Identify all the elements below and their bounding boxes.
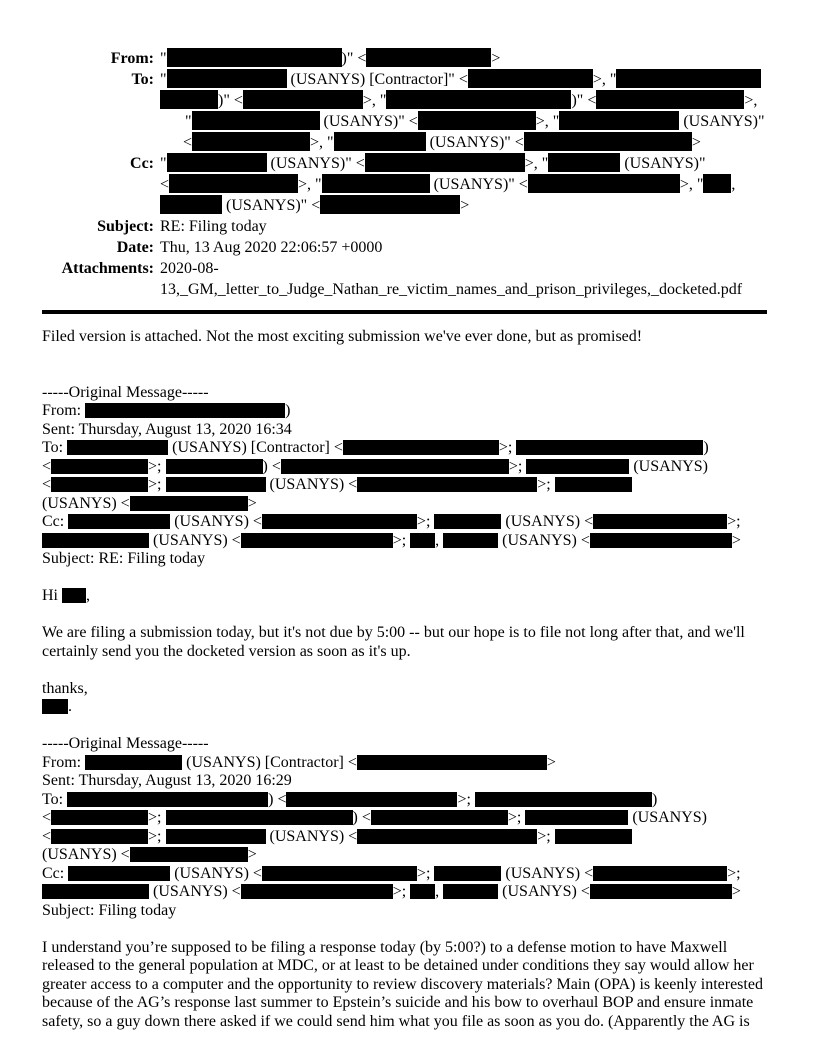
text-segment: >, " xyxy=(310,134,334,151)
header-value-line xyxy=(160,69,786,90)
redaction-bar xyxy=(243,90,363,109)
original-message-1-line xyxy=(42,384,786,403)
redaction-bar xyxy=(262,866,417,881)
redaction-bar xyxy=(166,829,266,844)
header-field-label-to: To: xyxy=(131,71,154,88)
text-segment: >, " xyxy=(592,71,617,88)
text-segment: >; xyxy=(507,809,526,826)
header-field-label-cc: Cc: xyxy=(130,155,154,172)
text-segment: >, " xyxy=(298,176,322,193)
text-segment: < xyxy=(42,476,52,493)
text-segment: ) < xyxy=(268,790,287,808)
reply-note xyxy=(42,328,786,347)
text-segment: Subject: RE: Filing today xyxy=(42,550,206,567)
redaction-bar xyxy=(434,514,501,529)
redaction-bar xyxy=(366,48,491,67)
text-segment: " xyxy=(185,113,192,130)
redaction-bar xyxy=(62,588,86,603)
header-value-line xyxy=(160,153,786,174)
signoff-line xyxy=(42,680,786,699)
redaction-bar xyxy=(85,755,182,770)
original-message-2-line xyxy=(42,754,786,773)
header-field-label-from: From: xyxy=(110,50,154,67)
redaction-bar xyxy=(241,884,393,899)
text-segment: (USANYS)" xyxy=(620,155,706,172)
text-segment: > xyxy=(491,50,501,67)
redaction-bar xyxy=(166,810,353,825)
redaction-bar xyxy=(593,866,727,881)
text-segment: )" < xyxy=(341,50,367,67)
header-value-line xyxy=(160,111,786,132)
text-segment: To: xyxy=(42,790,68,808)
original-message-1-line xyxy=(42,532,786,551)
redaction-bar xyxy=(167,153,267,172)
header-divider xyxy=(42,310,767,314)
header-field-from xyxy=(42,48,786,69)
text-segment: >; xyxy=(727,513,741,530)
text-segment: >; xyxy=(727,864,741,882)
text-segment: >; xyxy=(148,476,166,493)
original-message-1-line xyxy=(42,458,786,477)
text-segment: >; xyxy=(392,531,411,549)
inquiry-paragraph xyxy=(42,939,786,1032)
text-segment: >; xyxy=(148,827,166,845)
redaction-bar xyxy=(322,174,430,193)
redaction-bar xyxy=(286,792,457,807)
redaction-bar xyxy=(443,533,498,548)
redaction-bar xyxy=(281,459,509,474)
redaction-bar xyxy=(616,69,761,88)
redaction-bar xyxy=(167,69,287,88)
header-value-line xyxy=(160,90,786,111)
text-segment: We are filing a submission today, but it's not due by 5:00 -- but our hope is to file not long after that, and we'll xyxy=(42,624,745,641)
header-field-label-date: Date: xyxy=(116,239,154,256)
email-header xyxy=(42,48,786,300)
redaction-bar xyxy=(371,810,508,825)
text-segment: (USANYS)" < xyxy=(429,176,528,193)
redaction-bar xyxy=(192,111,320,130)
redaction-bar xyxy=(410,884,435,899)
text-segment: ) xyxy=(285,402,291,419)
text-segment: >; xyxy=(498,439,517,456)
text-segment: )" < xyxy=(218,92,243,109)
text-segment: because of the AG’s response last summer to Epstein’s suicide and his bow to overhaul BOP and ensure inmate xyxy=(42,994,754,1011)
text-segment: Cc: xyxy=(42,513,69,530)
text-segment: ) < xyxy=(352,809,371,826)
text-segment: >, " xyxy=(524,155,549,172)
original-message-1 xyxy=(42,384,786,569)
redaction-bar xyxy=(130,496,248,511)
text-segment: released to the general population at MDC, or at least to be detained under conditions they say would allow her xyxy=(42,957,754,974)
redaction-bar xyxy=(410,533,435,548)
original-message-2-line xyxy=(42,846,786,865)
blank-line xyxy=(42,569,786,588)
original-message-2-line xyxy=(42,902,786,921)
redaction-bar xyxy=(85,403,285,418)
text-segment: (USANYS)" < xyxy=(222,197,321,214)
inquiry-paragraph-line xyxy=(42,994,786,1013)
text-segment: > xyxy=(731,883,741,900)
redaction-bar xyxy=(130,847,248,862)
text-segment: " xyxy=(160,71,167,88)
original-message-1-line xyxy=(42,439,786,458)
text-segment: < xyxy=(42,827,52,845)
text-segment: thanks, xyxy=(42,679,88,697)
header-field-value-to xyxy=(160,69,786,153)
blank-line xyxy=(42,920,786,939)
original-message-1-line xyxy=(42,513,786,532)
redaction-bar xyxy=(320,195,460,214)
redaction-bar xyxy=(160,90,218,109)
redaction-bar xyxy=(555,829,632,844)
redaction-bar xyxy=(555,477,632,492)
inquiry-paragraph-line xyxy=(42,939,786,958)
redaction-bar xyxy=(166,459,263,474)
text-segment: Hi xyxy=(42,587,62,604)
original-message-2 xyxy=(42,735,786,920)
text-segment: I understand you’re supposed to be filing a response today (by 5:00?) to a defense motion to have Maxwell xyxy=(42,938,728,956)
original-message-2-line xyxy=(42,772,786,791)
text-segment: >; xyxy=(416,864,435,882)
text-segment: , xyxy=(435,531,444,549)
text-segment: RE: Filing today xyxy=(160,218,267,235)
text-segment: >; xyxy=(537,476,555,493)
text-segment: (USANYS) [Contractor] < xyxy=(182,753,357,771)
redaction-bar xyxy=(68,866,170,881)
redaction-bar xyxy=(365,153,525,172)
original-message-1-line xyxy=(42,421,786,440)
text-segment: (USANYS) < xyxy=(149,531,241,549)
text-segment: (USANYS) < xyxy=(42,494,130,512)
original-message-2-line xyxy=(42,828,786,847)
redaction-bar xyxy=(590,884,732,899)
text-segment: (USANYS) [Contractor]" < xyxy=(286,71,468,88)
text-segment: (USANYS) < xyxy=(170,864,262,882)
text-segment: (USANYS) < xyxy=(501,513,594,530)
header-value-line xyxy=(160,258,786,279)
redaction-bar xyxy=(516,440,703,455)
redaction-bar xyxy=(334,132,426,151)
text-segment: Sent: Thursday, August 13, 2020 16:29 xyxy=(42,772,292,789)
signoff xyxy=(42,680,786,717)
text-segment: < xyxy=(183,134,193,151)
text-segment: (USANYS) < xyxy=(149,883,241,900)
text-segment: >; xyxy=(537,827,555,845)
text-segment: -----Original Message----- xyxy=(42,735,209,752)
greeting xyxy=(42,587,786,606)
text-segment: (USANYS) < xyxy=(265,827,358,845)
blank-line xyxy=(42,606,786,625)
text-segment: >, " xyxy=(679,176,704,193)
header-value-line xyxy=(160,174,786,195)
header-field-value-subject xyxy=(160,216,786,237)
original-message-2-line xyxy=(42,883,786,902)
blank-line xyxy=(42,347,786,366)
text-segment: >; xyxy=(457,790,475,808)
redaction-bar xyxy=(192,132,310,151)
header-value-line xyxy=(160,48,786,69)
text-segment: ) < xyxy=(262,457,281,475)
redaction-bar xyxy=(524,132,692,151)
redaction-bar xyxy=(357,829,537,844)
original-message-2-line xyxy=(42,791,786,810)
header-field-attachments xyxy=(42,258,786,300)
redaction-bar xyxy=(703,174,731,193)
redaction-bar xyxy=(51,829,148,844)
text-segment: >, " xyxy=(362,92,387,109)
text-segment: Subject: Filing today xyxy=(42,901,177,919)
text-segment: -----Original Message----- xyxy=(42,383,209,401)
redaction-bar xyxy=(418,111,536,130)
redaction-bar xyxy=(357,477,537,492)
redaction-bar xyxy=(241,533,393,548)
redaction-bar xyxy=(357,755,547,770)
text-segment: Sent: Thursday, August 13, 2020 16:34 xyxy=(42,420,292,438)
blank-line xyxy=(42,365,786,384)
text-segment: (USANYS)" < xyxy=(266,155,365,172)
redaction-bar xyxy=(262,514,417,529)
text-segment: (USANYS) xyxy=(629,457,708,475)
text-segment: " xyxy=(160,155,167,172)
header-field-value-from xyxy=(160,48,786,69)
signoff-line xyxy=(42,698,786,717)
text-segment: > xyxy=(247,494,257,512)
redaction-bar xyxy=(593,514,727,529)
header-field-to xyxy=(42,69,786,153)
redaction-bar xyxy=(67,792,268,807)
text-segment: From: xyxy=(42,402,86,419)
text-segment: Thu, 13 Aug 2020 22:06:57 +0000 xyxy=(160,239,383,256)
redaction-bar xyxy=(42,699,68,714)
redaction-bar xyxy=(468,69,593,88)
text-segment: (USANYS)" < xyxy=(425,134,524,151)
original-message-2-line xyxy=(42,809,786,828)
redaction-bar xyxy=(167,48,342,67)
redaction-bar xyxy=(596,90,744,109)
redaction-bar xyxy=(169,174,298,193)
text-segment: " xyxy=(160,50,167,67)
redaction-bar xyxy=(526,459,629,474)
text-segment: 2020-08- xyxy=(160,260,219,277)
email-body xyxy=(42,328,786,1031)
text-segment: < xyxy=(42,809,52,826)
blank-line xyxy=(42,661,786,680)
redaction-bar xyxy=(42,533,149,548)
original-message-2-line xyxy=(42,735,786,754)
text-segment: (USANYS) < xyxy=(501,864,594,882)
blank-line xyxy=(42,717,786,736)
text-segment: (USANYS)" xyxy=(679,113,765,130)
text-segment: (USANYS) < xyxy=(170,513,262,530)
text-segment: >, xyxy=(744,92,758,109)
header-value-line xyxy=(160,216,786,237)
header-value-line xyxy=(160,195,786,216)
reply-paragraph xyxy=(42,624,786,661)
text-segment: Cc: xyxy=(42,864,69,882)
redaction-bar xyxy=(528,174,680,193)
header-value-line xyxy=(160,279,786,300)
header-value-line xyxy=(160,237,786,258)
original-message-2-line xyxy=(42,865,786,884)
text-segment: (USANYS) [Contractor] < xyxy=(168,439,343,456)
text-segment: To: xyxy=(42,439,68,456)
text-segment: )" < xyxy=(571,92,597,109)
inquiry-paragraph-line xyxy=(42,1013,786,1032)
redaction-bar xyxy=(51,459,148,474)
text-segment: (USANYS) < xyxy=(42,846,130,863)
text-segment: (USANYS) < xyxy=(498,883,590,900)
header-field-value-date xyxy=(160,237,786,258)
text-segment: > xyxy=(546,753,556,771)
header-field-value-cc xyxy=(160,153,786,216)
text-segment: Filed version is attached. Not the most exciting submission we've ever done, but as promised! xyxy=(42,328,643,345)
text-segment: , xyxy=(435,883,444,900)
text-segment: >; xyxy=(392,883,411,900)
text-segment: >, " xyxy=(535,113,560,130)
header-value-line xyxy=(160,132,786,153)
text-segment: , xyxy=(731,176,736,193)
redaction-bar xyxy=(67,440,168,455)
text-segment: (USANYS) < xyxy=(265,476,358,493)
text-segment: > xyxy=(691,134,701,151)
inquiry-paragraph-line xyxy=(42,957,786,976)
text-segment: >; xyxy=(148,457,166,475)
redaction-bar xyxy=(51,477,148,492)
text-segment: >; xyxy=(508,457,527,475)
redaction-bar xyxy=(525,810,628,825)
redaction-bar xyxy=(386,90,571,109)
redaction-bar xyxy=(559,111,679,130)
text-segment: < xyxy=(42,457,52,475)
text-segment: certainly send you the docketed version as soon as it's up. xyxy=(42,642,411,660)
redaction-bar xyxy=(42,884,149,899)
redaction-bar xyxy=(443,884,498,899)
reply-paragraph-line xyxy=(42,643,786,662)
text-segment: From: xyxy=(42,753,86,771)
text-segment: (USANYS)" < xyxy=(319,113,418,130)
header-field-label-subject: Subject: xyxy=(97,218,154,235)
original-message-1-line xyxy=(42,495,786,514)
text-segment: >; xyxy=(148,809,166,826)
reply-paragraph-line xyxy=(42,624,786,643)
text-segment: . xyxy=(68,698,72,715)
text-segment: 13,_GM,_letter_to_Judge_Nathan_re_victim_names_and_prison_privileges,_docketed.pdf xyxy=(160,281,743,298)
header-field-label-attachments: Attachments: xyxy=(61,260,154,277)
header-field-value-attachments xyxy=(160,258,786,300)
text-segment: (USANYS) < xyxy=(498,531,590,549)
greeting-line xyxy=(42,587,786,606)
redaction-bar xyxy=(68,514,170,529)
redaction-bar xyxy=(51,810,148,825)
text-segment: greater access to a computer and the opportunity to review discovery materials? Main (OPA) is keenly interested xyxy=(42,975,763,993)
text-segment: > xyxy=(731,531,741,549)
text-segment: > xyxy=(247,846,257,863)
redaction-bar xyxy=(343,440,499,455)
redaction-bar xyxy=(160,195,222,214)
redaction-bar xyxy=(475,792,652,807)
text-segment: (USANYS) xyxy=(628,809,707,826)
reply-note-line xyxy=(42,328,786,347)
original-message-1-line xyxy=(42,550,786,569)
text-segment: < xyxy=(160,176,170,193)
text-segment: , xyxy=(86,587,90,604)
original-message-1-line xyxy=(42,476,786,495)
redaction-bar xyxy=(434,866,501,881)
redaction-bar xyxy=(548,153,620,172)
inquiry-paragraph-line xyxy=(42,976,786,995)
original-message-1-line xyxy=(42,402,786,421)
redaction-bar xyxy=(590,533,732,548)
text-segment: ) xyxy=(703,439,709,456)
text-segment: ) xyxy=(651,790,658,808)
text-segment: >; xyxy=(416,513,435,530)
redaction-bar xyxy=(166,477,266,492)
text-segment: > xyxy=(460,197,470,214)
text-segment: safety, so a guy down there asked if we could send him what you file as soon as you do. (Apparently the AG is xyxy=(42,1012,750,1030)
header-field-cc xyxy=(42,153,786,216)
header-field-date xyxy=(42,237,786,258)
header-field-subject xyxy=(42,216,786,237)
